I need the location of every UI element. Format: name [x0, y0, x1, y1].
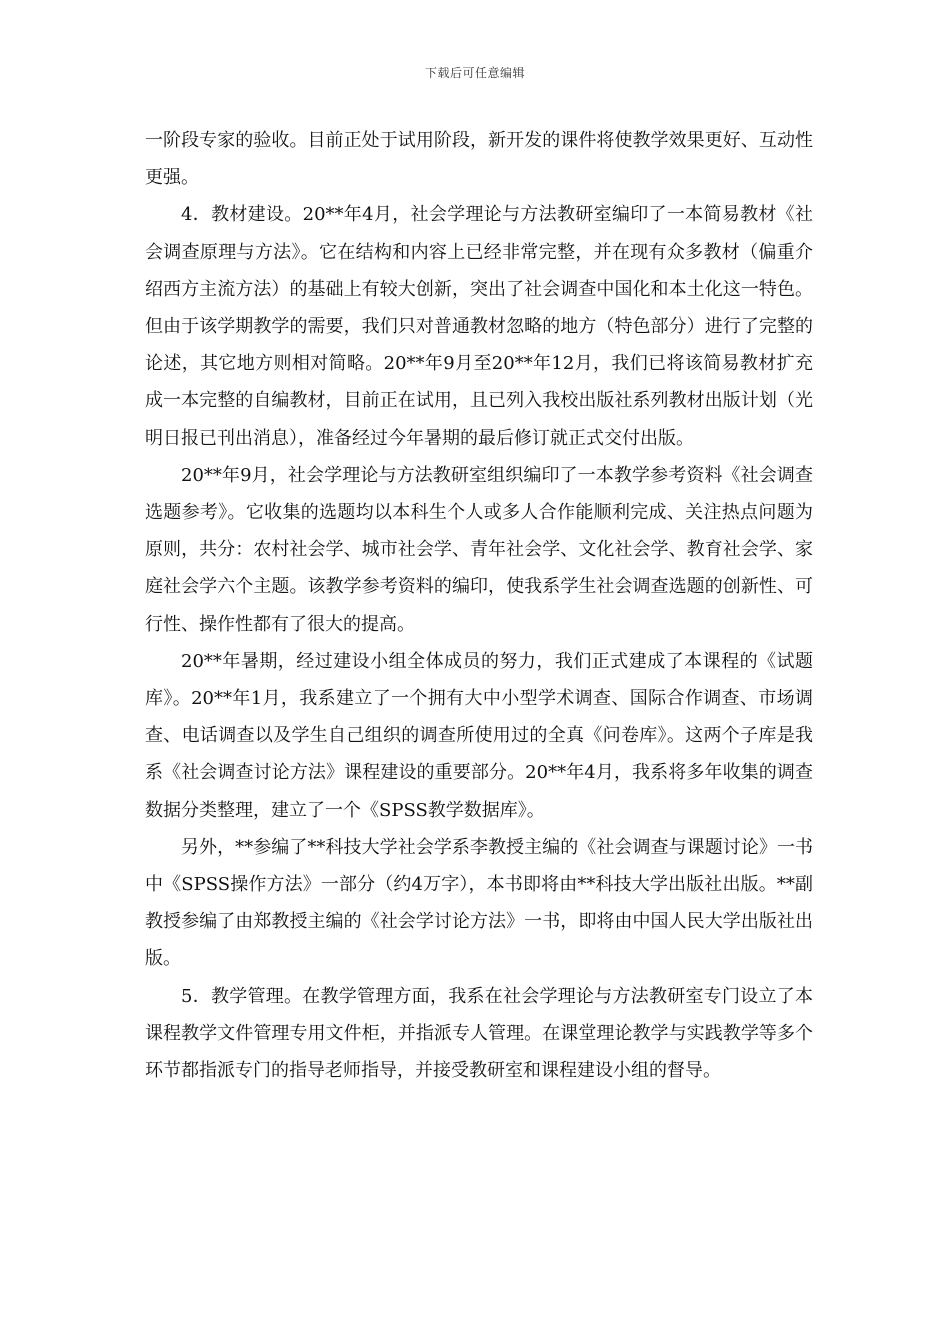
paragraph-continuation: 一阶段专家的验收。目前正处于试用阶段，新开发的课件将使教学效果更好、互动性更强。 — [145, 130, 813, 189]
document-body — [145, 122, 813, 1089]
paragraph-additional-publications: 另外，**参编了**科技大学社会学系李教授主编的《社会调查与课题讨论》一书中《SPSS操作方法》一部分（约4万字），本书即将由**科技大学出版社出版。**副教授参编了由郑教授主编的《社会学讨论方法》一书，即将由中国人民大学出版社出版。 — [145, 836, 813, 970]
paragraph-teaching-management: 5．教学管理。在教学管理方面，我系在社会学理论与方法教研室专门设立了本课程教学文件管理专用文件柜，并指派专人管理。在课堂理论教学与实践教学等多个环节都指派专门的指导老师指导，并接受教研室和课程建设小组的督导。 — [145, 985, 813, 1082]
paragraph-textbook-construction: 4．教材建设。20**年4月，社会学理论与方法教研室编印了一本简易教材《社会调查原理与方法》。它在结构和内容上已经非常完整，并在现有众多教材（偏重介绍西方主流方法）的基础上有较大创新，突出了社会调查中国化和本土化这一特色。但由于该学期教学的需要，我们只对普通教材忽略的地方（特色部分）进行了完整的论述，其它地方则相对简略。20**年9月至20**年12月，我们已将该简易教材扩充成一本完整的自编教材，目前正在试用，且已列入我校出版社系列教材出版计划（光明日报已刊出消息），准备经过今年暑期的最后修订就正式交付出版。 — [145, 204, 813, 449]
paragraph-reference-materials: 20**年9月，社会学理论与方法教研室组织编印了一本教学参考资料《社会调查选题参考》。它收集的选题均以本科生个人或多人合作能顺利完成、关注热点问题为原则，共分：农村社会学、城市社会学、青年社会学、文化社会学、教育社会学、家庭社会学六个主题。该教学参考资料的编印，使我系学生社会调查选题的创新性、可行性、操作性都有了很大的提高。 — [145, 464, 813, 635]
page-header: 下载后可任意编辑 — [424, 66, 525, 80]
paragraph-question-bank: 20**年暑期，经过建设小组全体成员的努力，我们正式建成了本课程的《试题库》。20**年1月，我系建立了一个拥有大中小型学术调查、国际合作调查、市场调查、电话调查以及学生自己组织的调查所使用过的全真《问卷库》。这两个子库是我系《社会调查讨论方法》课程建设的重要部分。20**年4月，我系将多年收集的调查数据分类整理，建立了一个《SPSS教学数据库》。 — [145, 650, 813, 821]
